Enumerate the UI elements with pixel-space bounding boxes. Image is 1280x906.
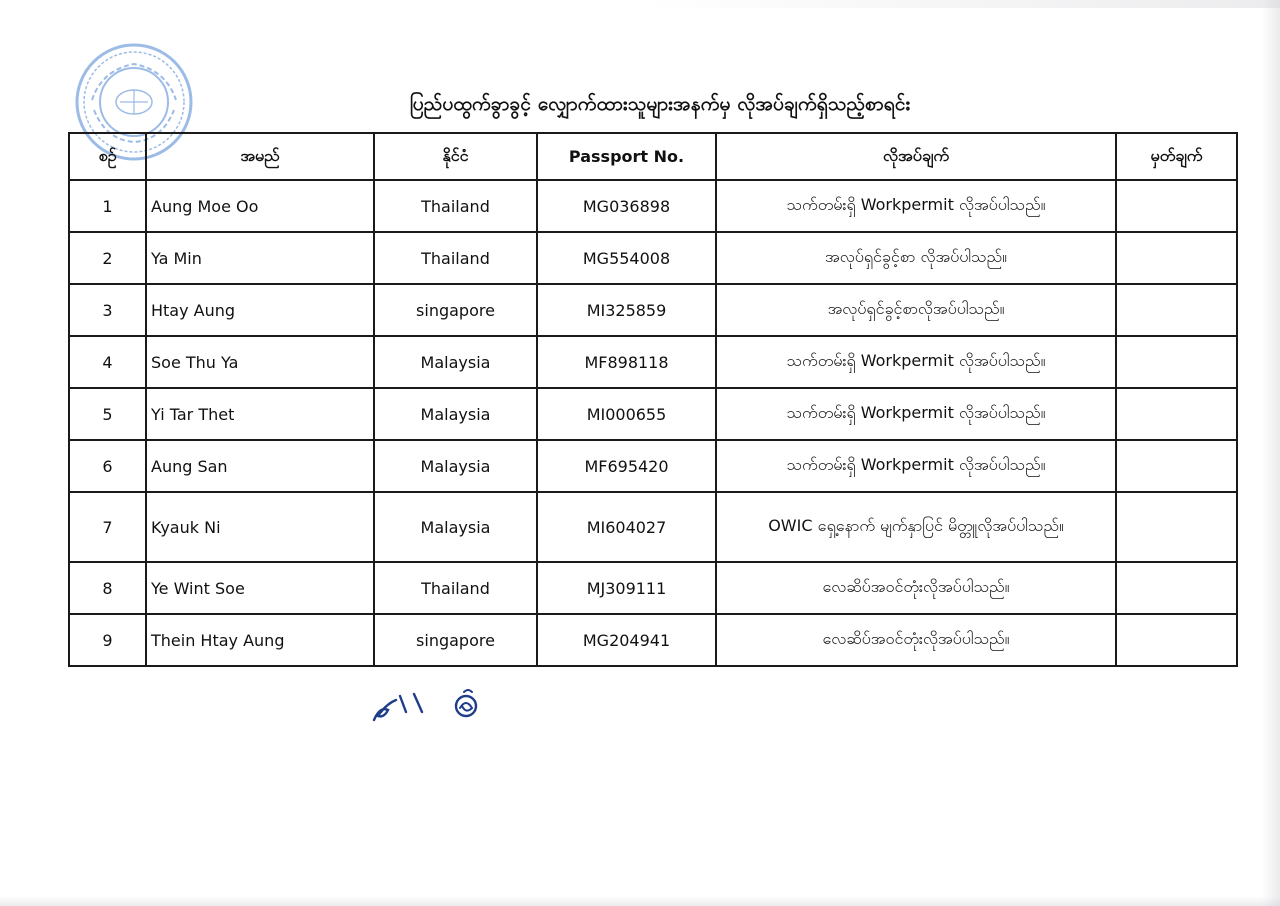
column-header-passport: Passport No. <box>537 133 716 180</box>
remark-cell <box>1116 614 1237 666</box>
passport-cell: MG554008 <box>537 232 716 284</box>
passport-cell: MI000655 <box>537 388 716 440</box>
row-number-cell: 8 <box>69 562 146 614</box>
column-header-remark: မှတ်ချက် <box>1116 133 1237 180</box>
requirement-cell: သက်တမ်းရှိ Workpermit လိုအပ်ပါသည်။ <box>716 388 1116 440</box>
passport-cell: MG204941 <box>537 614 716 666</box>
column-header-name: အမည် <box>146 133 374 180</box>
requirement-cell: OWIC ရှေ့နောက် မျက်နှာပြင် မိတ္တူလိုအပ်ပါသည်။ <box>716 492 1116 562</box>
name-cell: Htay Aung <box>146 284 374 336</box>
table-row <box>69 180 1237 232</box>
passport-cell: MF695420 <box>537 440 716 492</box>
passport-cell: MF898118 <box>537 336 716 388</box>
row-number-cell: 3 <box>69 284 146 336</box>
page-edge-shadow-right <box>1262 0 1280 906</box>
requirement-cell: အလုပ်ရှင်ခွင့်စာ လိုအပ်ပါသည်။ <box>716 232 1116 284</box>
name-cell: Aung Moe Oo <box>146 180 374 232</box>
page-edge-shadow-bottom <box>0 896 1280 906</box>
table-header-row <box>69 133 1237 180</box>
name-cell: Thein Htay Aung <box>146 614 374 666</box>
remark-cell <box>1116 562 1237 614</box>
column-header-requirement: လိုအပ်ချက် <box>716 133 1116 180</box>
name-cell: Yi Tar Thet <box>146 388 374 440</box>
name-cell: Aung San <box>146 440 374 492</box>
name-cell: Ya Min <box>146 232 374 284</box>
country-cell: Thailand <box>374 180 537 232</box>
row-number-cell: 9 <box>69 614 146 666</box>
requirement-cell: အလုပ်ရှင်ခွင့်စာလိုအပ်ပါသည်။ <box>716 284 1116 336</box>
handwritten-signature-icon <box>366 686 496 726</box>
country-cell: Thailand <box>374 562 537 614</box>
row-number-cell: 7 <box>69 492 146 562</box>
name-cell: Kyauk Ni <box>146 492 374 562</box>
remark-cell <box>1116 180 1237 232</box>
row-number-cell: 6 <box>69 440 146 492</box>
column-header-country: နိုင်ငံ <box>374 133 537 180</box>
country-cell: singapore <box>374 284 537 336</box>
name-cell: Soe Thu Ya <box>146 336 374 388</box>
remark-cell <box>1116 388 1237 440</box>
remark-cell <box>1116 232 1237 284</box>
table-row <box>69 284 1237 336</box>
requirement-cell: သက်တမ်းရှိ Workpermit လိုအပ်ပါသည်။ <box>716 440 1116 492</box>
country-cell: Malaysia <box>374 336 537 388</box>
column-header-no: စဉ် <box>69 133 146 180</box>
requirement-cell: သက်တမ်းရှိ Workpermit လိုအပ်ပါသည်။ <box>716 336 1116 388</box>
country-cell: Malaysia <box>374 388 537 440</box>
requirements-table <box>68 132 1238 667</box>
requirements-table-wrapper <box>68 132 1236 667</box>
passport-cell: MI604027 <box>537 492 716 562</box>
country-cell: Thailand <box>374 232 537 284</box>
row-number-cell: 2 <box>69 232 146 284</box>
table-row <box>69 388 1237 440</box>
remark-cell <box>1116 440 1237 492</box>
country-cell: Malaysia <box>374 440 537 492</box>
country-cell: Malaysia <box>374 492 537 562</box>
requirement-cell: လေဆိပ်အဝင်တုံးလိုအပ်ပါသည်။ <box>716 614 1116 666</box>
passport-cell: MJ309111 <box>537 562 716 614</box>
remark-cell <box>1116 284 1237 336</box>
name-cell: Ye Wint Soe <box>146 562 374 614</box>
row-number-cell: 4 <box>69 336 146 388</box>
table-row <box>69 492 1237 562</box>
table-row <box>69 614 1237 666</box>
remark-cell <box>1116 336 1237 388</box>
table-row <box>69 336 1237 388</box>
table-row <box>69 232 1237 284</box>
document-title: ပြည်ပထွက်ခွာခွင့် လျှောက်ထားသူများအနက်မှ လိုအပ်ချက်ရှိသည့်စာရင်း <box>409 93 911 115</box>
requirement-cell: သက်တမ်းရှိ Workpermit လိုအပ်ပါသည်။ <box>716 180 1116 232</box>
passport-cell: MG036898 <box>537 180 716 232</box>
requirement-cell: လေဆိပ်အဝင်တုံးလိုအပ်ပါသည်။ <box>716 562 1116 614</box>
row-number-cell: 5 <box>69 388 146 440</box>
passport-cell: MI325859 <box>537 284 716 336</box>
country-cell: singapore <box>374 614 537 666</box>
row-number-cell: 1 <box>69 180 146 232</box>
table-row <box>69 562 1237 614</box>
page-edge-shadow-top <box>640 0 1280 8</box>
remark-cell <box>1116 492 1237 562</box>
table-row <box>69 440 1237 492</box>
